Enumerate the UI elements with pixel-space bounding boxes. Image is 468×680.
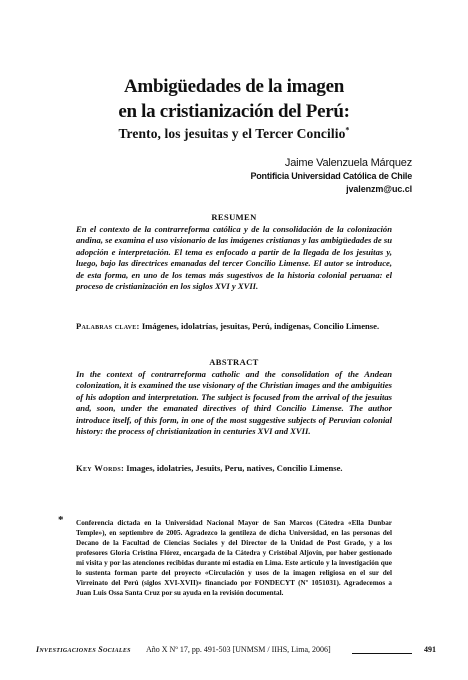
author-institution: Pontificia Universidad Católica de Chile [250,171,412,181]
keywords-en-list: Images, idolatries, Jesuits, Peru, natives, Concilio Limense. [126,463,343,473]
subtitle-footnote-mark: * [345,125,350,135]
keywords-es-label: Palabras clave: [76,321,140,331]
page-footer [36,645,436,659]
footnote-mark: * [58,514,64,526]
footer-page-number: 491 [424,645,436,654]
abstract-heading: ABSTRACT [209,357,259,367]
footer-journal: Investigaciones Sociales [36,645,131,654]
author-name: Jaime Valenzuela Márquez [284,157,412,169]
footer-issue-info: Año X Nº 17, pp. 491-503 [UNMSM / IIHS, Lima, 2006] [146,645,331,654]
abstract-body: In the context of contrarreforma catholic and the consolidation of the Andean colonization, it is examined the use visionary of the Christian images and the ambiguities of his adoption and interpretation. The subject is focused from the arrival of the jesuitas and, soon, under the emanated directives of third Concilio Limense. The author introduce itself, of this form, in one of the most suggestive subjects of Peruvian colonial history: the process of christianization in centuries XVI and XVII. [76,369,392,437]
title-line-1: Ambigüedades de la imagen [124,76,344,97]
keywords-es [76,321,396,332]
resumen-body: En el contexto de la contrarreforma católica y de la consolidación de la colonización andina, se examina el uso visionario de las imágenes cristianas y las ambigüedades de su adopción e interpretación. El tema es enfocado a partir de la llegada de los jesuitas y, luego, bajo las directrices emanadas del tercer Concilio Limense. El autor se introduce, de esta forma, en uno de los temas más sugestivos de la historia colonial peruana: el proceso de cristianización en los siglos XVI y XVII. [76,224,392,292]
subtitle [0,126,468,142]
title-line-2: en la cristianización del Perú: [118,101,350,122]
subtitle-text: Trento, los jesuitas y el Tercer Concilio [118,126,346,141]
keywords-en [76,463,396,474]
keywords-es-list: Imágenes, idolatrías, jesuitas, Perú, indígenas, Concilio Limense. [141,321,380,331]
footer-rule [352,653,412,654]
keywords-en-label: Key Words: [76,463,125,473]
author-email[interactable]: jvalenzm@uc.cl [346,184,412,194]
resumen-heading: RESUMEN [211,212,257,222]
footnote-text: Conferencia dictada en la Universidad Nacional Mayor de San Marcos (Cátedra «Ella Dunbar Temple»), en septiembre de 2005. Agradezco la gentileza de dicha Universidad, en las personas del Decano de la Facultad de Ciencias Sociales y del Director de la Unidad de Post Grado, y a los profesores Gloria Cristina Flórez, encargada de la Cátedra y Cristóbal Aljovín, por haber gestionado mi visita y por las atenciones recibidas durante mi estadía en Lima. Este artículo y la investigación que lo sustenta forman parte del proyecto «Circulación y usos de la imagen religiosa en el sur del Virreinato del Perú (siglos XVI-XVII)» financiado por FONDECYT (Nº 1051031). Agradecemos a Juan Luis Ossa Santa Cruz por su ayuda en la revisión documental. [76,519,392,597]
